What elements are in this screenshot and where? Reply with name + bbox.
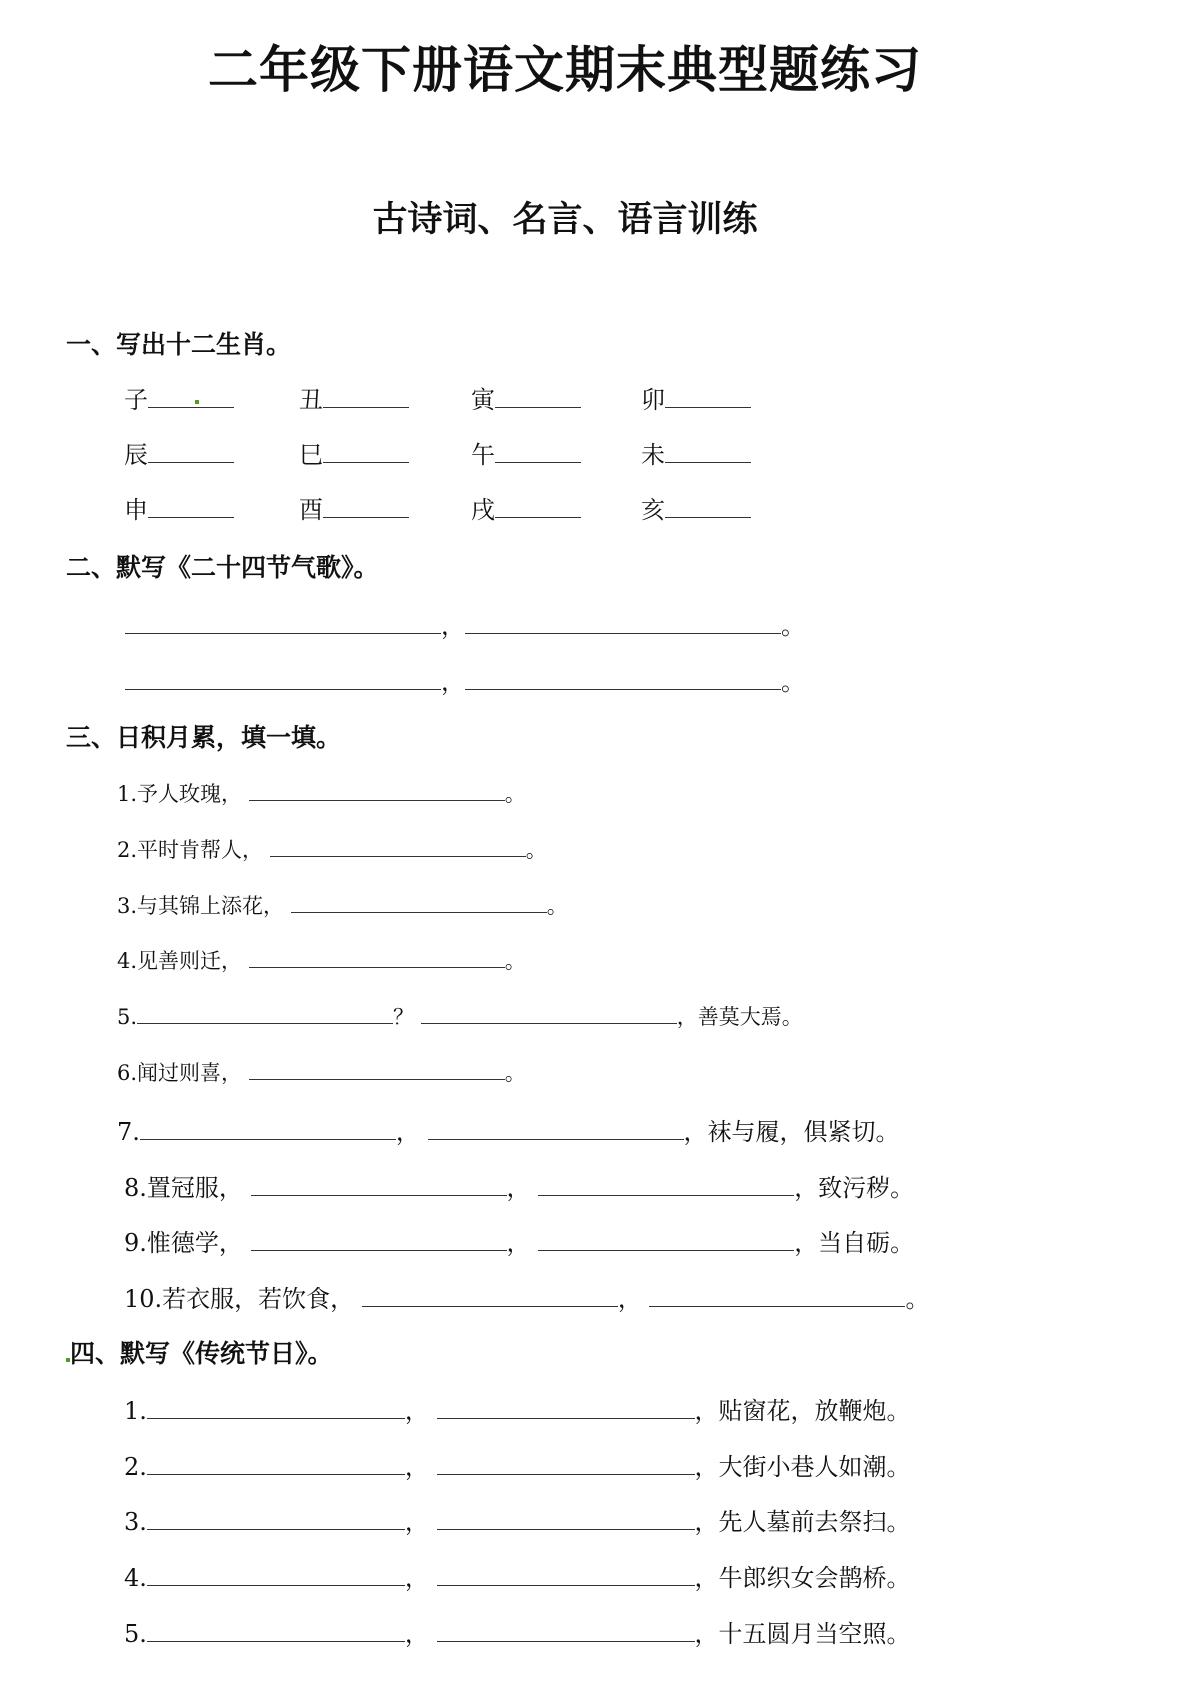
- question-item: [124, 1447, 911, 1482]
- zodiac-item: [471, 380, 581, 415]
- section-4-heading: 四、默写《传统节日》。: [70, 1339, 333, 1368]
- section-3-heading: 三、日积月累，填一填。: [66, 723, 342, 752]
- answer-blank[interactable]: [147, 1507, 405, 1530]
- question-text: 置冠服，: [146, 1174, 243, 1202]
- answer-blank[interactable]: [148, 440, 234, 463]
- question-item: [117, 834, 547, 864]
- answer-blank[interactable]: [465, 667, 781, 690]
- answer-blank[interactable]: [323, 385, 409, 408]
- answer-blank[interactable]: [270, 834, 526, 857]
- answer-blank[interactable]: [362, 1284, 618, 1307]
- question-number: 8.: [124, 1174, 147, 1202]
- answer-blank[interactable]: [147, 1396, 405, 1419]
- punctuation: ？: [393, 1005, 415, 1029]
- question-text: ，大街小巷人如潮。: [694, 1453, 911, 1481]
- question-item: [117, 1057, 526, 1087]
- question-number: 5.: [124, 1620, 147, 1648]
- question-number: 10.: [124, 1285, 163, 1313]
- zodiac-label: 辰: [124, 441, 148, 469]
- question-text: ，袜与履，俱紧切。: [683, 1118, 900, 1146]
- question-text: ，先人墓前去祭扫。: [694, 1508, 911, 1536]
- zodiac-label: 戌: [471, 496, 495, 524]
- question-text: 与其锦上添花，: [137, 894, 285, 918]
- question-item: [124, 1223, 914, 1258]
- answer-blank[interactable]: [665, 495, 751, 518]
- document-title: 二年级下册语文期末典型题练习: [208, 41, 922, 99]
- punctuation: 。: [905, 1285, 930, 1313]
- zodiac-label: 卯: [641, 386, 665, 414]
- zodiac-label: 未: [641, 441, 665, 469]
- zodiac-item: [641, 490, 751, 525]
- question-number: 1.: [117, 782, 138, 806]
- question-item: [124, 1614, 911, 1649]
- punctuation: 。: [504, 782, 526, 806]
- question-text: 平时肯帮人，: [137, 838, 264, 862]
- answer-blank[interactable]: [437, 1619, 695, 1642]
- question-text: ，当自砺。: [794, 1229, 915, 1257]
- answer-blank[interactable]: [437, 1452, 695, 1475]
- question-number: 2.: [124, 1453, 147, 1481]
- answer-blank[interactable]: [538, 1228, 794, 1251]
- punctuation: ，: [617, 1285, 642, 1313]
- zodiac-label: 申: [124, 496, 148, 524]
- answer-blank[interactable]: [428, 1117, 684, 1140]
- question-number: 6.: [117, 1061, 138, 1085]
- punctuation: ，: [506, 1174, 531, 1202]
- answer-blank[interactable]: [495, 440, 581, 463]
- question-text: 惟德学，: [146, 1229, 243, 1257]
- answer-blank[interactable]: [665, 385, 751, 408]
- answer-blank[interactable]: [538, 1173, 794, 1196]
- answer-blank[interactable]: [137, 1001, 393, 1024]
- punctuation: ，: [404, 1564, 429, 1592]
- question-text: 见善则迁，: [137, 949, 243, 973]
- question-text: 若衣服，若饮食，: [162, 1285, 355, 1313]
- document-subtitle: 古诗词、名言、语言训练: [372, 200, 758, 240]
- answer-blank[interactable]: [148, 385, 234, 408]
- answer-blank[interactable]: [251, 1173, 507, 1196]
- zodiac-item: [299, 380, 409, 415]
- answer-blank[interactable]: [465, 611, 781, 634]
- zodiac-label: 子: [124, 386, 148, 414]
- punctuation: ，: [404, 1620, 429, 1648]
- question-number: 3.: [117, 894, 138, 918]
- question-number: 4.: [124, 1564, 147, 1592]
- question-item: [117, 778, 526, 808]
- question-number: 3.: [124, 1508, 147, 1536]
- question-text: ，致污秽。: [794, 1174, 915, 1202]
- answer-blank[interactable]: [421, 1001, 677, 1024]
- answer-blank[interactable]: [495, 495, 581, 518]
- zodiac-label: 丑: [299, 386, 323, 414]
- poem-line: [125, 662, 805, 697]
- answer-blank[interactable]: [437, 1507, 695, 1530]
- question-text: 闻过则喜，: [137, 1061, 243, 1085]
- answer-blank[interactable]: [249, 778, 505, 801]
- zodiac-item: [124, 490, 234, 525]
- question-text: ，十五圆月当空照。: [694, 1620, 911, 1648]
- question-item: [117, 890, 568, 920]
- punctuation: ，: [441, 668, 465, 696]
- answer-blank[interactable]: [323, 495, 409, 518]
- punctuation: ，: [506, 1229, 531, 1257]
- question-text: ，善莫大焉。: [676, 1005, 803, 1029]
- answer-blank[interactable]: [147, 1619, 405, 1642]
- question-number: 7.: [117, 1118, 140, 1146]
- zodiac-label: 酉: [299, 496, 323, 524]
- question-item: [117, 1001, 803, 1031]
- zodiac-item: [124, 380, 234, 415]
- answer-blank[interactable]: [147, 1452, 405, 1475]
- question-number: 1.: [124, 1397, 147, 1425]
- question-number: 5.: [117, 1005, 138, 1029]
- zodiac-label: 巳: [299, 441, 323, 469]
- question-text: 予人玫瑰，: [137, 782, 243, 806]
- question-number: 9.: [124, 1229, 147, 1257]
- answer-blank[interactable]: [437, 1563, 695, 1586]
- answer-blank[interactable]: [125, 667, 441, 690]
- question-number: 2.: [117, 838, 138, 862]
- question-number: 4.: [117, 949, 138, 973]
- answer-blank[interactable]: [147, 1563, 405, 1586]
- answer-blank[interactable]: [249, 945, 505, 968]
- answer-blank[interactable]: [249, 1057, 505, 1080]
- punctuation: ，: [441, 612, 465, 640]
- question-text: ，贴窗花，放鞭炮。: [694, 1397, 911, 1425]
- answer-blank[interactable]: [437, 1396, 695, 1419]
- question-item: [124, 1558, 911, 1593]
- punctuation: 。: [504, 949, 526, 973]
- section-1-heading: 一、写出十二生肖。: [66, 330, 292, 359]
- punctuation: 。: [781, 668, 805, 696]
- question-text: ，牛郎织女会鹊桥。: [694, 1564, 911, 1592]
- question-item: [124, 1391, 911, 1426]
- answer-blank[interactable]: [323, 440, 409, 463]
- punctuation: ，: [404, 1508, 429, 1536]
- answer-blank[interactable]: [291, 890, 547, 913]
- punctuation: ，: [395, 1118, 420, 1146]
- answer-blank[interactable]: [251, 1228, 507, 1251]
- question-item: [117, 945, 526, 975]
- answer-blank[interactable]: [148, 495, 234, 518]
- punctuation: 。: [781, 612, 805, 640]
- zodiac-item: [641, 435, 751, 470]
- question-item: [117, 1112, 900, 1147]
- question-item: [124, 1279, 929, 1314]
- zodiac-item: [299, 435, 409, 470]
- answer-blank[interactable]: [649, 1284, 905, 1307]
- punctuation: 。: [525, 838, 547, 862]
- zodiac-label: 寅: [471, 386, 495, 414]
- punctuation: 。: [504, 1061, 526, 1085]
- poem-line: [125, 606, 805, 641]
- zodiac-label: 亥: [641, 496, 665, 524]
- question-item: [124, 1502, 911, 1537]
- question-item: [124, 1168, 914, 1203]
- punctuation: ，: [404, 1453, 429, 1481]
- answer-blank[interactable]: [140, 1117, 396, 1140]
- zodiac-item: [471, 435, 581, 470]
- answer-blank[interactable]: [495, 385, 581, 408]
- punctuation: 。: [546, 894, 568, 918]
- answer-blank[interactable]: [665, 440, 751, 463]
- zodiac-item: [471, 490, 581, 525]
- zodiac-item: [641, 380, 751, 415]
- punctuation: ，: [404, 1397, 429, 1425]
- section-2-heading: 二、默写《二十四节气歌》。: [66, 553, 379, 582]
- edit-marker: [195, 400, 199, 404]
- zodiac-item: [124, 435, 234, 470]
- zodiac-label: 午: [471, 441, 495, 469]
- zodiac-item: [299, 490, 409, 525]
- answer-blank[interactable]: [125, 611, 441, 634]
